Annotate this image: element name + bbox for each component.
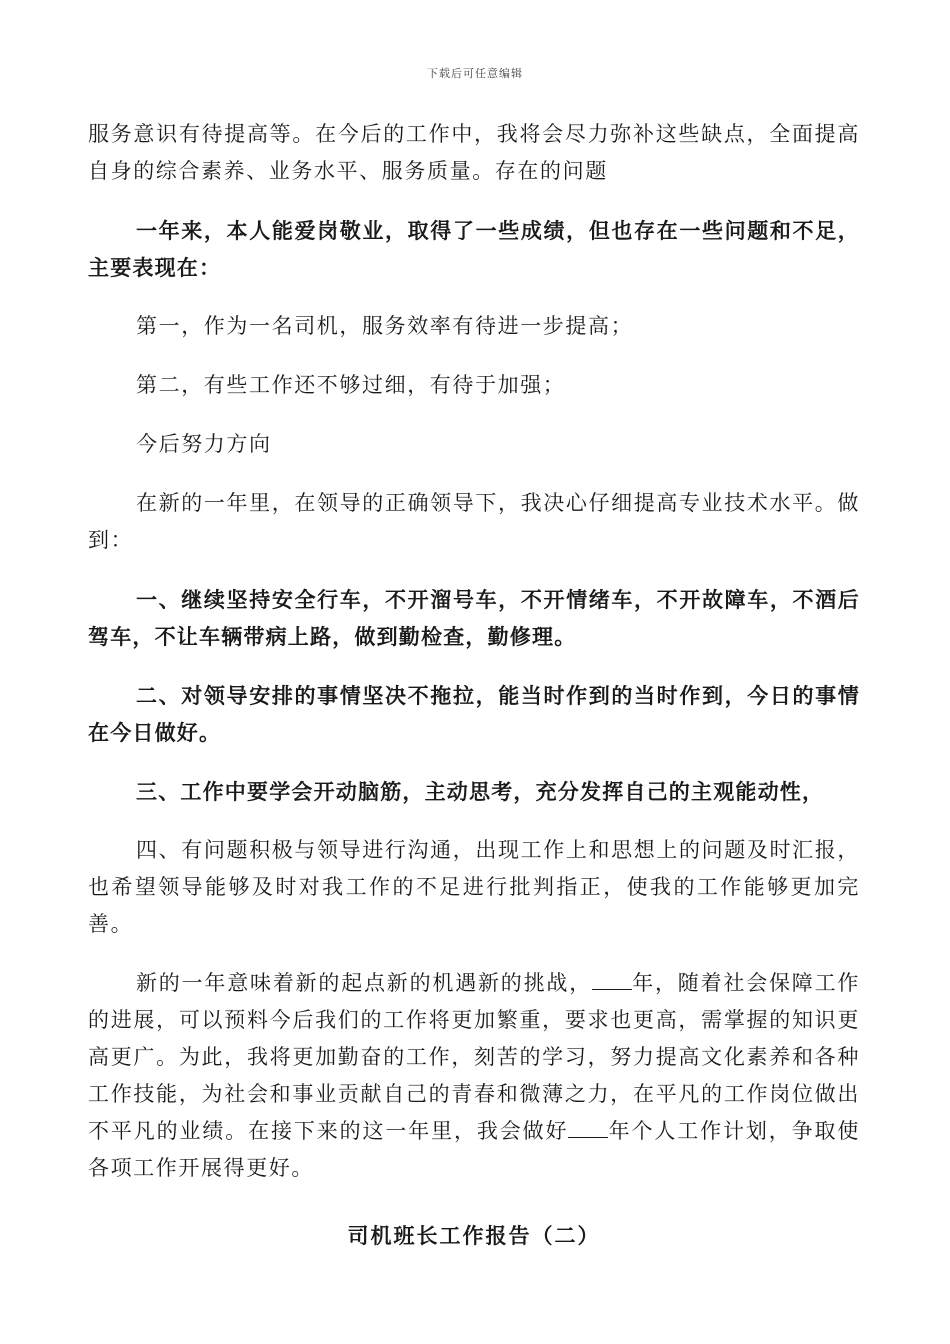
paragraph-8: 二、对领导安排的事情坚决不拖拉，能当时作到的当时作到，今日的事情在今日做好。 [88, 683, 860, 745]
paragraph-11-part-c: 年个人工作计划，争取使各项工作开展得更好。 [88, 1119, 860, 1180]
paragraph-7: 一、继续坚持安全行车，不开溜号车，不开情绪车，不开故障车，不酒后驾车，不让车辆带病上路，做到勤检查，勤修理。 [88, 587, 860, 649]
paragraph-9: 三、工作中要学会开动脑筋，主动思考，充分发挥自己的主观能动性， [136, 779, 825, 804]
paragraph-5: 今后努力方向 [136, 432, 272, 456]
paragraph-1: 服务意识有待提高等。在今后的工作中，我将会尽力弥补这些缺点，全面提高自身的综合素养、业务水平、服务质量。存在的问题 [88, 122, 860, 183]
paragraph-10: 四、有问题积极与领导进行沟通，出现工作上和思想上的问题及时汇报，也希望领导能够及时对我工作的不足进行批判指正，使我的工作能够更加完善。 [88, 838, 860, 936]
paragraph-6: 在新的一年里，在领导的正确领导下，我决心仔细提高专业技术水平。做到： [88, 491, 860, 552]
section-title: 司机班长工作报告（二） [347, 1223, 601, 1248]
year-blank-2 [568, 1115, 608, 1138]
paragraph-11-part-a: 新的一年意味着新的起点新的机遇新的挑战， [136, 971, 592, 995]
year-blank-1 [592, 967, 632, 990]
document-body [88, 116, 860, 1254]
paragraph-3: 第一，作为一名司机，服务效率有待进一步提高； [136, 314, 634, 338]
paragraph-11 [88, 965, 860, 1187]
paragraph-4: 第二，有些工作还不够过细，有待于加强； [136, 373, 566, 397]
paragraph-2: 一年来，本人能爱岗敬业，取得了一些成绩，但也存在一些问题和不足，主要表现在： [88, 218, 860, 280]
page-header-note: 下载后可任意编辑 [427, 67, 523, 80]
paragraph-11-part-b: 年，随着社会保障工作的进展，可以预料今后我们的工作将更加繁重，要求也更高，需掌握的知识更高更广。为此，我将更加勤奋的工作，刻苦的学习，努力提高文化素养和各种工作技能，为社会和事业贡献自己的青春和微薄之力，在平凡的工作岗位做出不平凡的业绩。在接下来的这一年里，我会做好 [88, 971, 860, 1143]
